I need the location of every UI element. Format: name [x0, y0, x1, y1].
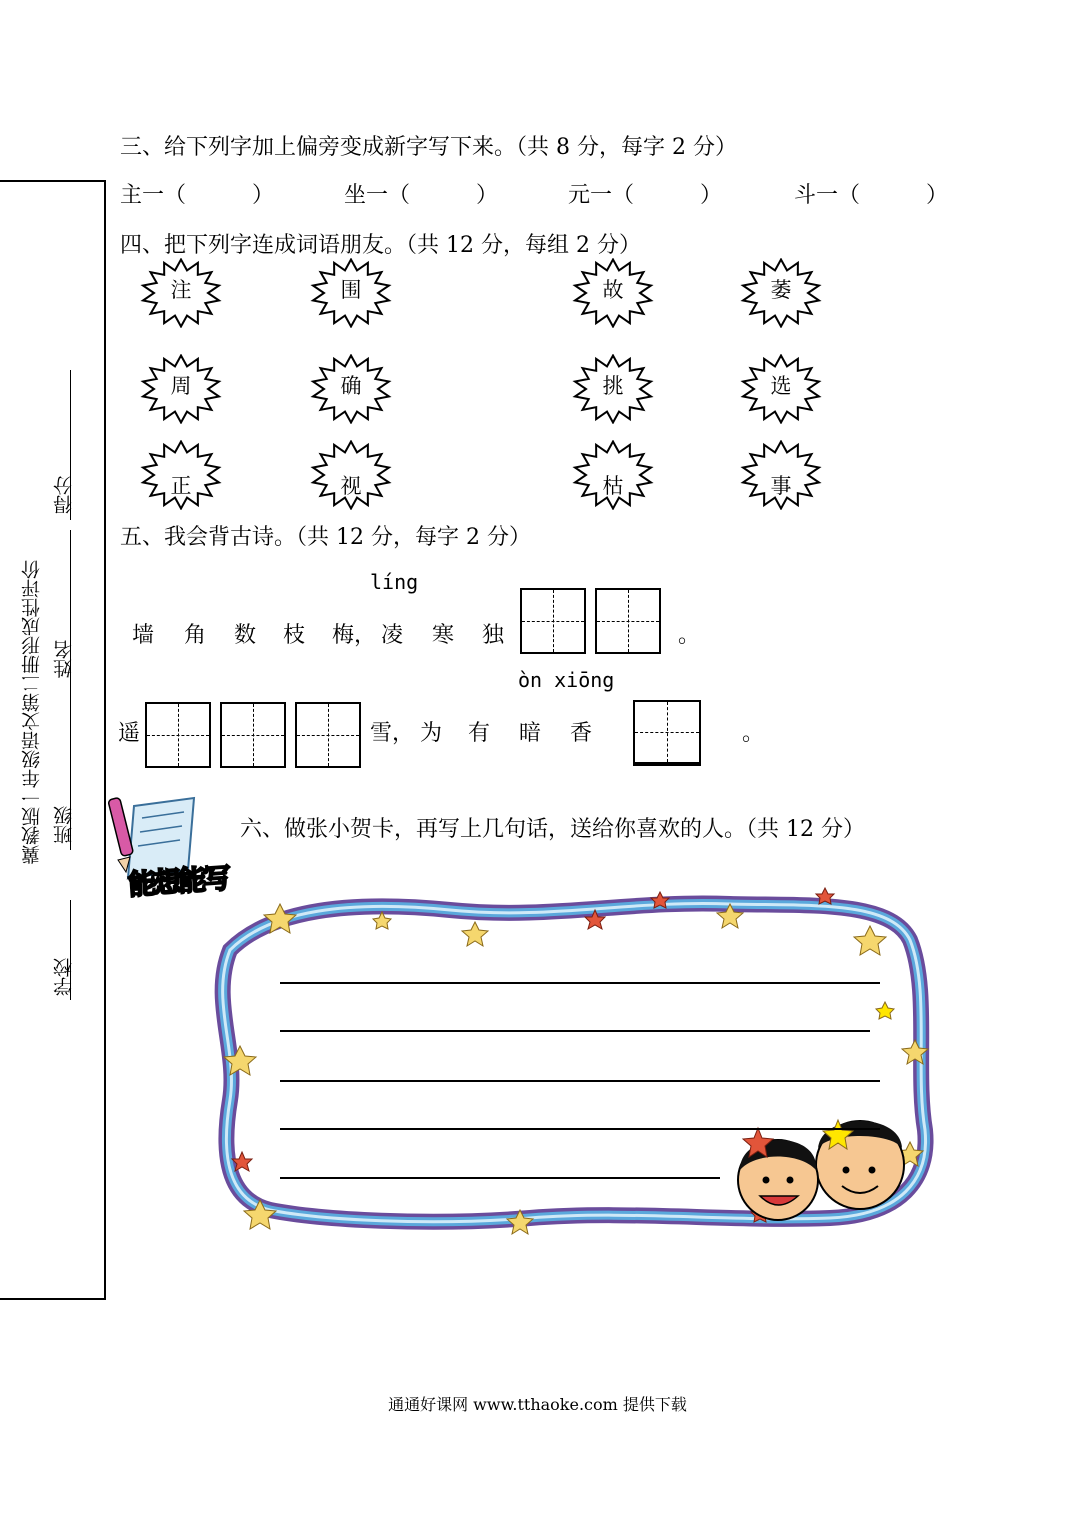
poem-char: 角 [184, 623, 207, 648]
class-line [70, 690, 71, 850]
poem-char: 暗 [519, 721, 542, 746]
writing-line[interactable] [280, 1177, 720, 1179]
q3-title: 三、给下列字加上偏旁变成新字写下来。（共 8 分，每字 2 分） [120, 135, 737, 160]
poem-char: 独 [482, 623, 505, 648]
char-starburst[interactable] [140, 258, 222, 328]
poem-char: 有 [468, 721, 491, 746]
binding-margin [0, 180, 106, 1300]
poem-char: 数 [234, 623, 257, 648]
footer-text: 通通好课网 www.tthaoke.com 提供下载 [388, 1395, 687, 1414]
char-starburst[interactable] [740, 440, 822, 510]
sidebar-field-school: 学校 [53, 958, 75, 996]
tianzige-box[interactable] [595, 588, 661, 654]
badge-text: 能想能写 [127, 861, 230, 902]
q6-title: 六、做张小贺卡，再写上几句话，送给你喜欢的人。（共 12 分） [240, 817, 865, 842]
pencil-badge-icon [104, 794, 230, 914]
q3-item-1[interactable]: 主一（ ） [120, 183, 275, 208]
school-line [70, 900, 71, 1000]
poem-char: 枝 [283, 623, 306, 648]
char-label: 确 [340, 374, 362, 398]
char-label: 挑 [602, 374, 624, 398]
char-label: 注 [170, 278, 192, 302]
char-label: 正 [170, 474, 192, 498]
sidebar-field-name: 姓名 [53, 640, 75, 678]
writing-line[interactable] [280, 1030, 870, 1032]
char-starburst[interactable] [140, 440, 222, 510]
poem-char: 梅， [332, 623, 377, 648]
tianzige-box[interactable] [295, 702, 361, 768]
char-label: 故 [602, 278, 624, 302]
poem-char: 寒 [432, 623, 455, 648]
char-starburst[interactable] [310, 258, 392, 328]
poem-period: 。 [742, 721, 765, 746]
q5-title: 五、我会背古诗。（共 12 分，每字 2 分） [120, 525, 531, 550]
pinyin-ling: líng [370, 570, 419, 594]
char-starburst[interactable] [572, 440, 654, 510]
char-starburst[interactable] [310, 354, 392, 424]
char-starburst[interactable] [740, 354, 822, 424]
greeting-card-frame [210, 880, 940, 1240]
children-faces [738, 1120, 904, 1220]
char-starburst[interactable] [310, 440, 392, 510]
poem-char: 遥 [118, 721, 141, 746]
poem-char: 雪， [370, 721, 415, 746]
tianzige-box[interactable] [520, 588, 586, 654]
char-label: 周 [170, 374, 192, 398]
q4-title: 四、把下列字连成词语朋友。（共 12 分，每组 2 分） [120, 233, 641, 258]
poem-char: 墙 [132, 623, 155, 648]
pinyin-an-xiang: òn xiōng [518, 668, 615, 692]
sidebar-field-class: 班级 [53, 806, 75, 844]
char-label: 视 [340, 474, 362, 498]
tianzige-box[interactable] [220, 702, 286, 768]
name-line [70, 530, 71, 690]
char-starburst[interactable] [740, 258, 822, 328]
char-starburst[interactable] [572, 354, 654, 424]
char-label: 围 [340, 278, 362, 302]
q3-item-2[interactable]: 坐一（ ） [344, 183, 499, 208]
q3-item-4[interactable]: 斗一（ ） [794, 183, 949, 208]
tianzige-box[interactable] [145, 702, 211, 768]
poem-char: 凌 [381, 623, 404, 648]
char-label: 选 [770, 374, 792, 398]
sidebar-title: 冀教版一年级语文第二册形成性评价 [21, 560, 43, 864]
q3-item-3[interactable]: 元一（ ） [568, 183, 723, 208]
char-starburst[interactable] [140, 354, 222, 424]
score-line [70, 370, 71, 520]
writing-line[interactable] [280, 1128, 880, 1130]
char-starburst[interactable] [572, 258, 654, 328]
char-label: 事 [770, 474, 792, 498]
poem-char: 为 [420, 721, 443, 746]
writing-line[interactable] [280, 982, 880, 984]
sidebar-field-score: 得分 [53, 476, 75, 514]
poem-char: 香 [570, 721, 593, 746]
writing-line[interactable] [280, 1080, 880, 1082]
char-label: 萎 [770, 278, 792, 302]
char-label: 枯 [602, 474, 624, 498]
tianzige-box[interactable] [633, 700, 701, 766]
poem-period: 。 [678, 623, 701, 648]
